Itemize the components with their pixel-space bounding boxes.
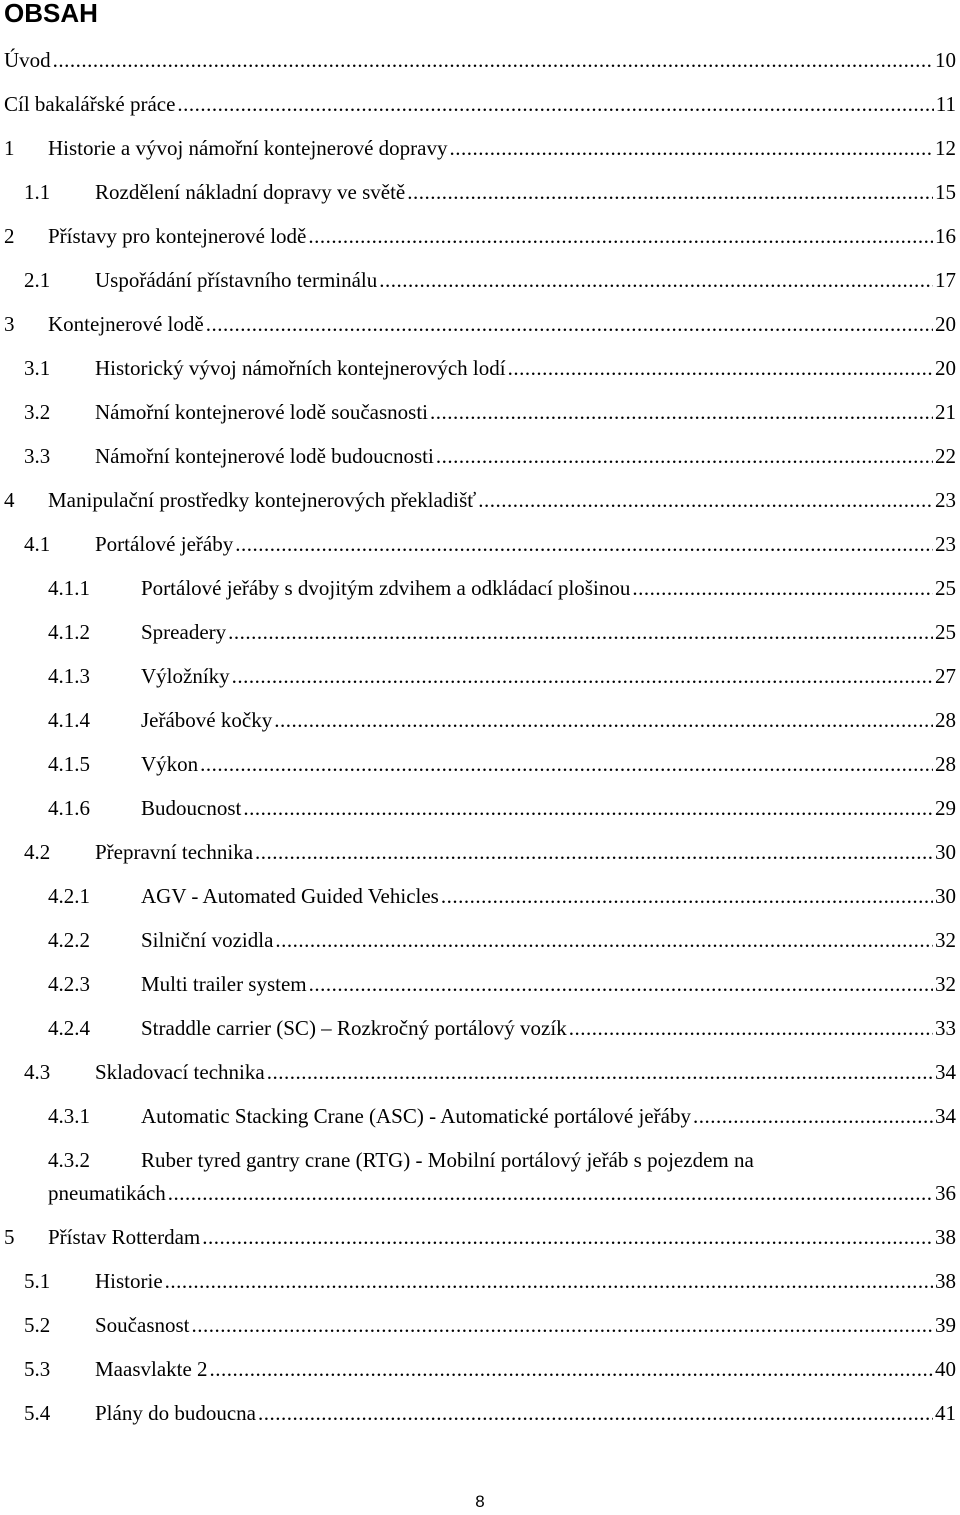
toc-entry-title: Rozdělení nákladní dopravy ve světě <box>95 180 406 204</box>
toc-entry-line <box>95 352 960 384</box>
toc-page-number: 10 <box>935 48 956 72</box>
toc-entry-line <box>95 1353 960 1385</box>
toc-entry-section-5-4[interactable] <box>0 1397 960 1441</box>
dot-leader <box>177 88 933 120</box>
toc-entry-line <box>95 836 960 868</box>
toc-entry-title: Portálové jeřáby <box>95 532 234 556</box>
toc-page-number: 12 <box>935 136 956 160</box>
toc-entry-number: 4 <box>4 488 15 512</box>
dot-leader <box>206 308 933 340</box>
toc-entry-line <box>95 264 960 296</box>
toc-entry-number: 4.2 <box>24 840 51 864</box>
toc-entry-number: 5.2 <box>24 1313 51 1337</box>
toc-entry-title: Jeřábové kočky <box>141 708 273 732</box>
toc-entry-chapter-1[interactable] <box>0 132 960 176</box>
toc-entry-number: 4.1.5 <box>48 752 90 776</box>
toc-entry-section-3-1[interactable] <box>0 352 960 396</box>
toc-entry-title: Historie <box>95 1269 163 1293</box>
toc-entry-title: Úvod <box>4 48 51 72</box>
toc-entry-title: Plány do budoucna <box>95 1401 256 1425</box>
toc-entry-line <box>4 44 960 76</box>
toc-entry-line <box>141 660 960 692</box>
toc-entry-section-4-1-5[interactable] <box>0 748 960 792</box>
toc-entry-section-5-3[interactable] <box>0 1353 960 1397</box>
toc-entry-title: Maasvlakte 2 <box>95 1357 208 1381</box>
toc-entry-number: 4.3.1 <box>48 1104 90 1128</box>
toc-entry-title: Výložníky <box>141 664 230 688</box>
dot-leader <box>379 264 933 296</box>
toc-entry-number: 4.1 <box>24 532 51 556</box>
dot-leader <box>274 704 933 736</box>
toc-entry-title: Kontejnerové lodě <box>48 312 204 336</box>
toc-entry-title: AGV - Automated Guided Vehicles <box>141 884 439 908</box>
toc-entry-number: 4.3 <box>24 1060 51 1084</box>
toc-page-number: 22 <box>935 444 956 468</box>
toc-entry-section-5-2[interactable] <box>0 1309 960 1353</box>
toc-entry-number: 2 <box>4 224 15 248</box>
toc-page-number: 39 <box>935 1313 956 1337</box>
toc-entry-line <box>95 1397 960 1429</box>
dot-leader <box>436 440 933 472</box>
dot-leader <box>430 396 933 428</box>
dot-leader <box>228 616 933 648</box>
toc-entry-number: 3.1 <box>24 356 51 380</box>
toc-page-number: 27 <box>935 664 956 688</box>
toc-entry-section-4-1-3[interactable] <box>0 660 960 704</box>
toc-entry-line <box>48 308 960 340</box>
toc-page-number: 20 <box>935 312 956 336</box>
toc-entry-line <box>141 748 960 780</box>
toc-page-number: 23 <box>935 488 956 512</box>
toc-entry-line <box>141 924 960 956</box>
toc-entry-title: Uspořádání přístavního terminálu <box>95 268 378 292</box>
toc-entry-section-3-3[interactable] <box>0 440 960 484</box>
dot-leader <box>478 484 933 516</box>
toc-entry-line <box>141 968 960 1000</box>
toc-page-number: 15 <box>935 180 956 204</box>
toc-entry-section-4-3-2[interactable] <box>0 1144 960 1221</box>
toc-entry-line <box>4 88 960 120</box>
dot-leader <box>202 1221 933 1253</box>
toc-entry-chapter-5[interactable] <box>0 1221 960 1265</box>
toc-entry-title: Silniční vozidla <box>141 928 274 952</box>
dot-leader <box>192 1309 934 1341</box>
dot-leader <box>243 792 933 824</box>
toc-entry-title: Ruber tyred gantry crane (RTG) - Mobilní portálový jeřáb s pojezdem na <box>141 1148 754 1172</box>
toc-entry-number: 4.2.3 <box>48 972 90 996</box>
toc-entry-number: 4.3.2 <box>48 1148 90 1172</box>
dot-leader <box>309 968 933 1000</box>
dot-leader <box>255 836 933 868</box>
toc-entry-section-4-2-1[interactable] <box>0 880 960 924</box>
toc-page-number: 29 <box>935 796 956 820</box>
dot-leader <box>165 1265 933 1297</box>
toc-entry-line <box>95 1056 960 1088</box>
toc-entry-number: 4.1.1 <box>48 576 90 600</box>
toc-entry-title: Spreadery <box>141 620 227 644</box>
toc-entry-section-4-3-1[interactable] <box>0 1100 960 1144</box>
toc-entry-line <box>141 616 960 648</box>
toc-page-number: 16 <box>935 224 956 248</box>
toc-page-number: 17 <box>935 268 956 292</box>
toc-page-number: 33 <box>935 1016 956 1040</box>
toc-entry-number: 4.2.1 <box>48 884 90 908</box>
toc-entry-line <box>95 1309 960 1341</box>
toc-entry-line <box>48 1177 960 1209</box>
dot-leader <box>407 176 933 208</box>
toc-entry-section-4-2[interactable] <box>0 836 960 880</box>
toc-entry-cil[interactable] <box>0 88 960 132</box>
toc-entry-number: 4.1.3 <box>48 664 90 688</box>
toc-entry-title: Straddle carrier (SC) – Rozkročný portálový vozík <box>141 1016 567 1040</box>
toc-entry-section-4-2-4[interactable] <box>0 1012 960 1056</box>
toc-entry-number: 3.2 <box>24 400 51 424</box>
toc-entry-line <box>141 792 960 824</box>
toc-page-number: 34 <box>935 1060 956 1084</box>
toc-entry-number: 3.3 <box>24 444 51 468</box>
dot-leader <box>168 1177 933 1209</box>
toc-entry-title: Námořní kontejnerové lodě současnosti <box>95 400 429 424</box>
toc-entry-uvod[interactable] <box>0 44 960 88</box>
toc-entry-title: Současnost <box>95 1313 190 1337</box>
toc-page-number: 11 <box>935 92 956 116</box>
toc-page-number: 23 <box>935 532 956 556</box>
toc-entry-number: 2.1 <box>24 268 51 292</box>
toc-entry-line <box>95 1265 960 1297</box>
toc-entry-line <box>141 704 960 736</box>
toc-entry-section-3-2[interactable] <box>0 396 960 440</box>
toc-entry-section-4-1[interactable] <box>0 528 960 572</box>
toc-page-number: 28 <box>935 752 956 776</box>
toc-page-number: 25 <box>935 620 956 644</box>
toc-page-number: 36 <box>935 1181 956 1205</box>
toc-entry-title-continued: pneumatikách <box>48 1181 166 1205</box>
dot-leader <box>275 924 933 956</box>
toc-page-number: 21 <box>935 400 956 424</box>
toc-entry-line <box>141 1012 960 1044</box>
toc-page-number: 32 <box>935 928 956 952</box>
toc-entry-title: Portálové jeřáby s dvojitým zdvihem a odkládací plošinou <box>141 576 631 600</box>
toc-entry-chapter-3[interactable] <box>0 308 960 352</box>
toc-entry-number: 4.2.4 <box>48 1016 90 1040</box>
toc-entry-title: Skladovací technika <box>95 1060 265 1084</box>
toc-entry-number: 5.3 <box>24 1357 51 1381</box>
toc-entry-title: Přepravní technika <box>95 840 254 864</box>
toc-entry-chapter-2[interactable] <box>0 220 960 264</box>
dot-leader <box>569 1012 933 1044</box>
page-title: OBSAH <box>4 0 98 28</box>
toc-entry-line <box>48 132 960 164</box>
dot-leader <box>441 880 933 912</box>
toc-entry-line <box>141 572 960 604</box>
toc-entry-line <box>48 220 960 252</box>
toc-page-number: 38 <box>935 1225 956 1249</box>
dot-leader <box>258 1397 933 1429</box>
toc-entry-line <box>48 484 960 516</box>
toc-entry-title: Námořní kontejnerové lodě budoucnosti <box>95 444 434 468</box>
toc-entry-section-5-1[interactable] <box>0 1265 960 1309</box>
toc-page-number: 41 <box>935 1401 956 1425</box>
dot-leader <box>508 352 933 384</box>
toc-entry-chapter-4[interactable] <box>0 484 960 528</box>
toc-entry-number: 4.1.6 <box>48 796 90 820</box>
dot-leader <box>200 748 933 780</box>
toc-entry-title: Přístavy pro kontejnerové lodě <box>48 224 307 248</box>
toc-entry-number: 4.2.2 <box>48 928 90 952</box>
toc-page-number: 25 <box>935 576 956 600</box>
dot-leader <box>693 1100 933 1132</box>
toc-page-number: 38 <box>935 1269 956 1293</box>
table-of-contents <box>0 44 960 1441</box>
toc-entry-number: 3 <box>4 312 15 336</box>
dot-leader <box>308 220 933 252</box>
toc-entry-line <box>141 880 960 912</box>
toc-page-number: 32 <box>935 972 956 996</box>
toc-entry-title: Výkon <box>141 752 199 776</box>
toc-entry-title: Historický vývoj námořních kontejnerových lodí <box>95 356 506 380</box>
toc-entry-title: Manipulační prostředky kontejnerových překladišť <box>48 488 477 512</box>
toc-page-number: 40 <box>935 1357 956 1381</box>
toc-entry-line <box>95 528 960 560</box>
toc-entry-number: 5.1 <box>24 1269 51 1293</box>
dot-leader <box>449 132 933 164</box>
toc-entry-section-4-1-1[interactable] <box>0 572 960 616</box>
toc-page-number: 30 <box>935 840 956 864</box>
toc-entry-section-4-1-4[interactable] <box>0 704 960 748</box>
dot-leader <box>232 660 933 692</box>
toc-page-number: 30 <box>935 884 956 908</box>
toc-entry-section-4-2-2[interactable] <box>0 924 960 968</box>
toc-entry-number: 4.1.2 <box>48 620 90 644</box>
toc-entry-line <box>48 1221 960 1253</box>
toc-page-number: 34 <box>935 1104 956 1128</box>
toc-entry-line <box>95 396 960 428</box>
toc-entry-title: Cíl bakalářské práce <box>4 92 176 116</box>
toc-entry-line <box>141 1100 960 1132</box>
toc-entry-number: 1.1 <box>24 180 51 204</box>
toc-entry-title: Historie a vývoj námořní kontejnerové dopravy <box>48 136 448 160</box>
toc-entry-section-4-3[interactable] <box>0 1056 960 1100</box>
footer-page-number: 8 <box>475 1492 485 1511</box>
toc-entry-section-4-1-2[interactable] <box>0 616 960 660</box>
toc-entry-number: 1 <box>4 136 15 160</box>
toc-entry-line <box>95 176 960 208</box>
dot-leader <box>53 44 933 76</box>
toc-entry-section-4-2-3[interactable] <box>0 968 960 1012</box>
toc-entry-section-4-1-6[interactable] <box>0 792 960 836</box>
toc-entry-line <box>95 440 960 472</box>
toc-entry-number: 5.4 <box>24 1401 51 1425</box>
toc-entry-title: Budoucnost <box>141 796 242 820</box>
dot-leader <box>632 572 933 604</box>
dot-leader <box>267 1056 933 1088</box>
toc-entry-title: Automatic Stacking Crane (ASC) - Automatické portálové jeřáby <box>141 1104 691 1128</box>
toc-entry-title: Přístav Rotterdam <box>48 1225 201 1249</box>
toc-entry-title: Multi trailer system <box>141 972 307 996</box>
toc-page-number: 20 <box>935 356 956 380</box>
toc-entry-number: 4.1.4 <box>48 708 90 732</box>
dot-leader <box>210 1353 933 1385</box>
toc-entry-section-1-1[interactable] <box>0 176 960 220</box>
toc-page-number: 28 <box>935 708 956 732</box>
toc-entry-section-2-1[interactable] <box>0 264 960 308</box>
dot-leader <box>235 528 933 560</box>
toc-entry-number: 5 <box>4 1225 15 1249</box>
